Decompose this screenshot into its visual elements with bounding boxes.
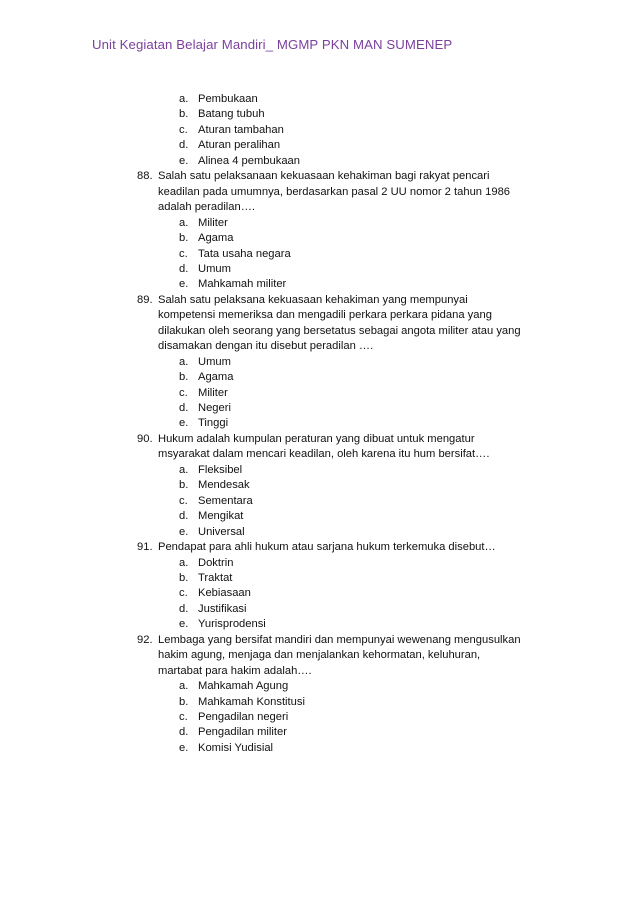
option-text: Aturan peralihan: [198, 139, 281, 152]
option-letter: d.: [179, 726, 189, 739]
option-letter: e.: [179, 154, 189, 167]
option-item: [179, 231, 233, 246]
question-line: Pendapat para ahli hukum atau sarjana hukum terkemuka disebut…: [158, 541, 496, 554]
option-item: [179, 247, 291, 262]
option-letter: d.: [179, 139, 189, 152]
option-letter: e.: [179, 741, 189, 754]
option-letter: a.: [179, 463, 189, 476]
option-text: Pengadilan negeri: [198, 711, 289, 723]
option-text: Tata usaha negara: [198, 247, 291, 260]
option-item: [179, 494, 253, 509]
question-line: dilakukan oleh seorang yang bersetatus sebagai angota militer atau yang: [158, 324, 521, 337]
option-item: [179, 710, 288, 725]
option-letter: c.: [179, 494, 188, 507]
option-text: Kebiasaan: [198, 587, 251, 600]
option-text: Mahkamah Agung: [198, 680, 289, 693]
question-text: [158, 169, 550, 215]
question-line: msyarakat dalam mencari keadilan, oleh karena itu hum bersifat….: [158, 448, 490, 461]
option-text: Universal: [198, 525, 245, 538]
page-header: Unit Kegiatan Belajar Mandiri_ MGMP PKN MAN SUMENEP: [92, 37, 453, 52]
option-item: [179, 154, 300, 169]
option-letter: a.: [179, 216, 189, 229]
option-letter: b.: [179, 695, 189, 708]
option-text: Umum: [198, 355, 231, 368]
option-item: [179, 478, 250, 493]
option-text: Negeri: [198, 402, 231, 414]
option-text: Batang tubuh: [198, 108, 265, 121]
option-text: Militer: [198, 386, 228, 399]
option-letter: b.: [179, 232, 189, 245]
option-text: Justifikasi: [198, 602, 247, 615]
question-line: kompetensi memeriksa dan mengadili perkara perkara pidana yang: [158, 309, 492, 322]
question-line: Hukum adalah kumpulan peraturan yang dibuat untuk mengatur: [158, 432, 475, 445]
option-item: [179, 602, 247, 617]
option-item: [179, 370, 233, 385]
option-text: Komisi Yudisial: [198, 741, 274, 754]
option-item: [179, 123, 284, 138]
option-letter: d.: [179, 262, 189, 275]
option-letter: b.: [179, 371, 189, 384]
option-text: Tinggi: [198, 417, 229, 430]
question-number: 90.: [137, 432, 153, 445]
option-text: Mahkamah Konstitusi: [198, 695, 305, 708]
option-letter: c.: [179, 247, 188, 260]
option-letter: e.: [179, 417, 189, 430]
option-letter: d.: [179, 402, 189, 414]
option-letter: c.: [179, 123, 188, 136]
option-letter: c.: [179, 386, 188, 399]
option-text: Alinea 4 pembukaan: [198, 154, 301, 167]
option-item: [179, 725, 287, 740]
option-text: Agama: [198, 232, 234, 245]
question-number: 89.: [137, 293, 153, 306]
option-item: [179, 216, 228, 231]
option-letter: a.: [179, 680, 189, 693]
option-text: Agama: [198, 371, 234, 384]
option-text: Doktrin: [198, 556, 234, 569]
option-letter: b.: [179, 479, 189, 492]
question-text: [158, 540, 550, 555]
question-number: 91.: [137, 541, 153, 554]
option-item: [179, 107, 265, 122]
option-letter: d.: [179, 510, 189, 523]
question-text: [158, 432, 550, 463]
option-letter: d.: [179, 602, 189, 615]
question-line: hakim agung, menjaga dan menjalankan kehormatan, keluhuran,: [158, 649, 481, 662]
question-line: Lembaga yang bersifat mandiri dan mempunyai wewenang mengusulkan: [158, 633, 521, 646]
option-text: Fleksibel: [198, 463, 243, 476]
option-item: [179, 525, 245, 540]
option-text: Mendesak: [198, 479, 250, 492]
option-letter: a.: [179, 93, 189, 105]
option-letter: a.: [179, 556, 189, 569]
option-text: Sementara: [198, 494, 253, 507]
option-text: Militer: [198, 216, 228, 229]
option-item: [179, 741, 273, 756]
option-text: Umum: [198, 262, 231, 275]
question-line: martabat para hakim adalah….: [158, 664, 312, 677]
option-item: [179, 401, 231, 416]
option-item: [179, 277, 286, 292]
question-line: Salah satu pelaksana kekuasaan kehakiman yang mempunyai: [158, 293, 468, 306]
option-item: [179, 556, 233, 571]
option-item: [179, 138, 280, 153]
question-number: 88.: [137, 170, 153, 183]
option-item: [179, 695, 305, 710]
question-line: keadilan pada umumnya, berdasarkan pasal 2 UU nomor 2 tahun 1986: [158, 185, 511, 198]
option-item: [179, 463, 242, 478]
option-text: Mahkamah militer: [198, 278, 287, 291]
option-item: [179, 355, 231, 370]
option-item: [179, 509, 243, 524]
option-letter: e.: [179, 278, 189, 291]
option-letter: e.: [179, 525, 189, 538]
question-text: [158, 633, 550, 679]
option-letter: e.: [179, 618, 189, 631]
option-item: [179, 92, 258, 107]
question-line: adalah peradilan….: [158, 201, 256, 214]
option-item: [179, 679, 288, 694]
question-line: Salah satu pelaksanaan kekuasaan kehakiman bagi rakyat pencari: [158, 170, 490, 183]
option-letter: b.: [179, 108, 189, 121]
option-item: [179, 617, 266, 632]
option-item: [179, 416, 228, 431]
option-text: Traktat: [198, 571, 233, 584]
option-text: Pengadilan militer: [198, 726, 287, 739]
option-item: [179, 386, 228, 401]
option-letter: a.: [179, 355, 189, 368]
option-text: Pembukaan: [198, 93, 258, 105]
option-text: Aturan tambahan: [198, 123, 284, 136]
question-number: 92.: [137, 633, 153, 646]
option-item: [179, 586, 251, 601]
question-line: disamakan dengan itu disebut peradilan ….: [158, 340, 374, 353]
option-letter: c.: [179, 711, 188, 723]
option-item: [179, 262, 231, 277]
option-letter: b.: [179, 571, 189, 584]
option-letter: c.: [179, 587, 188, 600]
option-text: Mengikat: [198, 510, 244, 523]
option-item: [179, 571, 232, 586]
question-text: [158, 293, 550, 355]
option-text: Yurisprodensi: [198, 618, 266, 631]
